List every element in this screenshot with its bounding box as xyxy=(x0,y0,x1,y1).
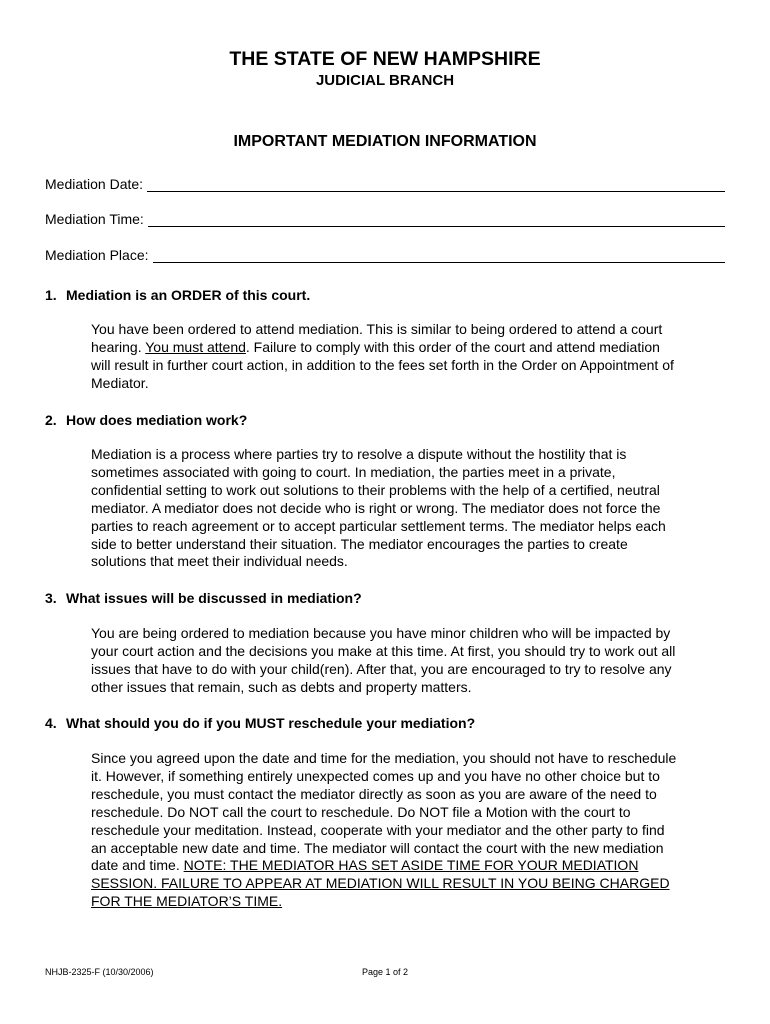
document-title: IMPORTANT MEDIATION INFORMATION xyxy=(233,133,537,150)
section-3-body xyxy=(91,625,731,697)
body-line: other issues that remain, such as debts and property matters. xyxy=(91,678,472,695)
body-line xyxy=(91,875,731,893)
body-line: mediator. A mediator does not decide who is right or wrong. The mediator does not force the xyxy=(91,499,661,516)
body-line: You have been ordered to attend mediation. This is similar to being ordered to attend a court xyxy=(91,321,663,337)
body-line: issues that have to do with your child(ren). After that, you are encouraged to try to resolve any xyxy=(91,660,672,677)
body-line: it. However, if something entirely unexpected comes up and you have no other choice but to xyxy=(91,767,660,784)
mediation-date-label: Mediation Date: xyxy=(45,176,144,192)
body-line: reschedule. Do NOT call the court to reschedule. Do NOT file a Motion with the court to xyxy=(91,803,631,820)
mediation-date-row xyxy=(45,172,725,192)
form-id: NHJB-2325-F (10/30/2006) xyxy=(45,967,154,977)
body-line: reschedule your meditation. Instead, cooperate with your mediator and the other party to find xyxy=(91,821,665,838)
body-line: Mediator. xyxy=(91,374,149,391)
section-heading-text: How does mediation work? xyxy=(66,412,248,428)
section-number: 2. xyxy=(45,412,57,428)
body-line xyxy=(91,339,731,357)
notice-text: NOTE: THE MEDIATOR HAS SET ASIDE TIME FOR YOUR MEDIATION xyxy=(183,857,639,874)
text-run: date and time. xyxy=(91,857,184,874)
body-line: an acceptable new date and time. The mediator will contact the court with the new mediation xyxy=(91,839,664,856)
section-2-body xyxy=(91,446,731,571)
section-2-heading xyxy=(45,412,735,428)
body-line: Mediation is a process where parties try to resolve a dispute without the hostility that is xyxy=(91,446,627,462)
section-4-heading xyxy=(45,715,735,731)
state-title: THE STATE OF NEW HAMPSHIRE xyxy=(229,48,541,70)
mediation-time-field[interactable] xyxy=(148,212,725,227)
mediation-time-label: Mediation Time: xyxy=(45,211,144,227)
body-line: solutions that meet their individual needs. xyxy=(91,553,348,570)
section-number: 3. xyxy=(45,590,57,606)
body-line: confidential setting to work out solutions to their problems with the help of a certified, neutral xyxy=(91,481,660,498)
section-3-heading xyxy=(45,590,735,606)
mediation-date-field[interactable] xyxy=(147,177,725,192)
body-line: You are being ordered to mediation because you have minor children who will be impacted by xyxy=(91,625,671,641)
mediation-time-row xyxy=(45,207,725,227)
section-1-heading xyxy=(45,287,735,303)
text-run: hearing. xyxy=(91,338,146,355)
body-line: sometimes associated with going to court. In mediation, the parties meet in a private, xyxy=(91,463,616,480)
body-line: side to better understand their situation. The mediator encourages the parties to create xyxy=(91,535,628,552)
body-line: parties to reach agreement or to accept particular settlement terms. The mediator helps each xyxy=(91,517,666,534)
body-line: reschedule, you must contact the mediator directly as soon as you are aware of the need to xyxy=(91,785,657,802)
text-run: . Failure to comply with this order of the court and attend mediation xyxy=(245,338,660,355)
body-line: will result in further court action, in addition to the fees set forth in the Order on Appointment of xyxy=(91,356,674,373)
body-line xyxy=(91,893,731,911)
section-number: 1. xyxy=(45,287,57,303)
mediation-place-field[interactable] xyxy=(153,248,725,263)
mediation-place-row xyxy=(45,243,725,263)
body-line: your court action and the decisions you make at this time. At first, you should try to work out all xyxy=(91,642,676,659)
section-number: 4. xyxy=(45,715,57,731)
notice-text: FOR THE MEDIATOR’S TIME. xyxy=(91,893,283,910)
branch-title: JUDICIAL BRANCH xyxy=(315,72,455,89)
notice-text: SESSION. FAILURE TO APPEAR AT MEDIATION WILL RESULT IN YOU BEING CHARGED xyxy=(91,875,670,892)
section-heading-text: What issues will be discussed in mediation? xyxy=(66,590,362,606)
page-number: Page 1 of 2 xyxy=(361,967,409,977)
section-1-body xyxy=(91,321,731,393)
section-heading-text: What should you do if you MUST reschedule your mediation? xyxy=(66,715,476,731)
mediation-place-label: Mediation Place: xyxy=(45,247,149,263)
body-line xyxy=(91,857,731,875)
section-heading-text: Mediation is an ORDER of this court. xyxy=(66,287,311,303)
body-line: Since you agreed upon the date and time for the mediation, you should not have to reschedule xyxy=(91,750,677,766)
section-4-body xyxy=(91,750,731,911)
emphasis-must-attend: You must attend xyxy=(145,338,246,355)
